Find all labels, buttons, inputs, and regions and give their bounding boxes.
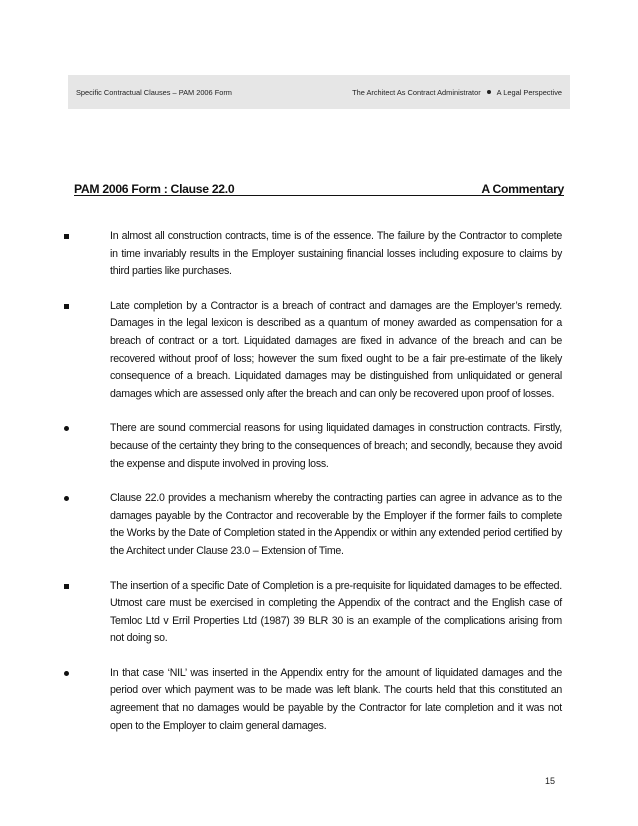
header-right [352, 88, 562, 97]
list-item [110, 665, 562, 735]
square-bullet-icon [64, 234, 69, 239]
running-header [68, 75, 570, 109]
paragraph-text: In that case ‘NIL’ was inserted in the Appendix entry for the amount of liquidated damages and the period over which payment was to be made was left blank. The courts held that this constituted an agreement that no damages would be payable by the Contractor for late completion and it was not open to the Employer to claim general damages. [110, 666, 562, 732]
header-left-text: Specific Contractual Clauses – PAM 2006 Form [76, 87, 232, 97]
round-bullet-icon [64, 496, 69, 501]
list-item [110, 490, 562, 560]
section-heading [74, 176, 564, 196]
paragraph-text: The insertion of a specific Date of Completion is a pre-requisite for liquidated damages to be effected. Utmost care must be exercised in completing the Appendix of the contract and the English case of Temloc Ltd v Erril Properties Ltd (1987) 39 BLR 30 is an example of the complications arising from not doing so. [110, 579, 562, 645]
paragraph-text: Late completion by a Contractor is a breach of contract and damages are the Employer’s remedy. Damages in the legal lexicon is described as a quantum of money awarded as compensation for a breach of contract or a tort. Liquidated damages are fixed in advance of the breach and can be recovered without proof of loss; however the sum fixed ought to be a fair pre-estimate of the likely consequence of a breach. Liquidated damages may be distinguished from unliquidated or general damages which are assessed only after the breach and can only be recovered upon proof of losses. [110, 299, 562, 400]
header-right-text: The Architect As Contract Administrator [352, 87, 481, 97]
list-item [110, 298, 562, 404]
page-number: 15 [545, 776, 556, 786]
header-right-subtext: A Legal Perspective [496, 87, 562, 97]
list-item [110, 228, 562, 281]
section-subtitle: A Commentary [481, 182, 564, 196]
round-bullet-icon [64, 426, 69, 431]
bullet-dot-icon [487, 90, 491, 94]
round-bullet-icon [64, 671, 69, 676]
heading-divider [74, 195, 564, 196]
square-bullet-icon [64, 584, 69, 589]
paragraph-text: There are sound commercial reasons for using liquidated damages in construction contracts. Firstly, because of the certainty they bring to the consequences of breach; and secondly, because they avoid the expense and dispute involved in proving loss. [110, 422, 562, 470]
section-title: PAM 2006 Form : Clause 22.0 [74, 182, 235, 196]
square-bullet-icon [64, 304, 69, 309]
commentary-list [0, 228, 638, 735]
paragraph-text: In almost all construction contracts, time is of the essence. The failure by the Contractor to complete in time invariably results in the Employer sustaining financial losses including exposure to claims by third parties like purchases. [110, 230, 562, 278]
paragraph-text: Clause 22.0 provides a mechanism whereby the contracting parties can agree in advance as to the damages payable by the Contractor and recoverable by the Employer if the former fails to complete the Works by the Date of Completion stated in the Appendix or within any extended period certified by the Architect under Clause 23.0 – Extension of Time. [110, 492, 562, 557]
list-item [110, 578, 562, 648]
list-item [110, 420, 562, 473]
